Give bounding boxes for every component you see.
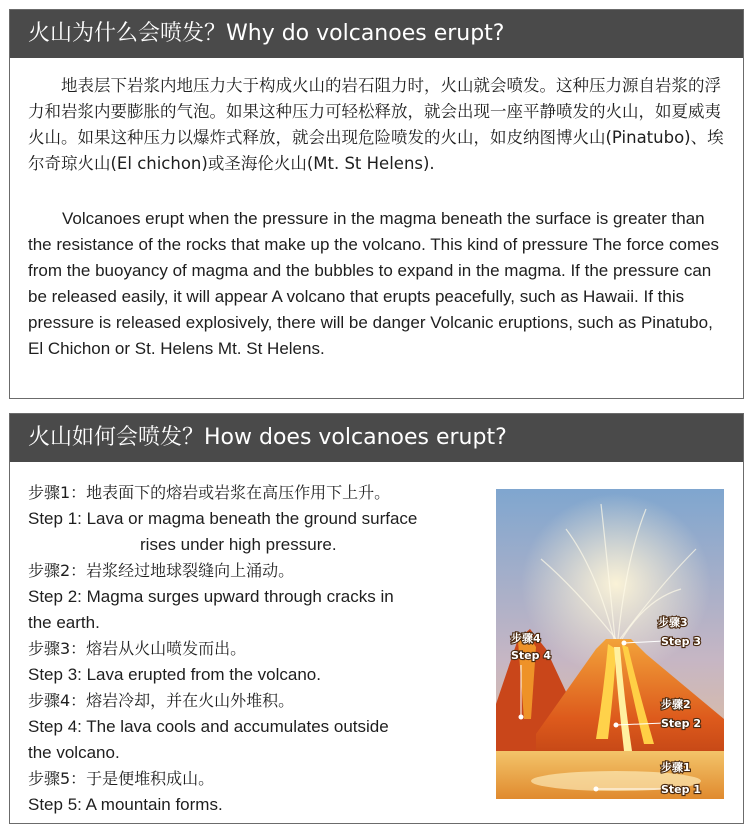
step-4-en-cont: the volcano. bbox=[28, 743, 120, 762]
paragraph-english: Volcanoes erupt when the pressure in the magma beneath the surface is greater than the resistance of the rocks that make up the volcano. This kind of pressure The force comes from the buoyancy of magma and the bubbles to expand in the magma. If the pressure can be released easily, it will appear A volcano that erupts peacefully, such as Hawaii. If this pressure is released explosively, there will be danger Volcanic eruptions, such as Pinatubo, El Chichon or St. Helens Mt. St Helens. bbox=[28, 209, 720, 358]
section-why-volcanoes-erupt bbox=[9, 9, 744, 399]
step-2-en-cont: the earth. bbox=[28, 613, 100, 632]
volcano-illustration bbox=[496, 489, 724, 799]
step-4-en: Step 4: The lava cools and accumulates outside bbox=[28, 717, 389, 736]
svg-text:步骤1: 步骤1 bbox=[661, 761, 691, 774]
step-1-zh: 步骤1：地表面下的熔岩或岩浆在高压作用下上升。 bbox=[28, 483, 391, 502]
paragraph-chinese: 地表层下岩浆内地压力大于构成火山的岩石阻力时，火山就会喷发。这种压力源自岩浆的浮力和岩浆内要膨胀的气泡。如果这种压力可轻松释放，就会出现一座平静喷发的火山，如夏威夷火山。如果这种压力以爆炸式释放，就会出现危险喷发的火山，如皮纳图博火山(Pinatubo)、埃尔奇琼火山(El chichon)或圣海伦火山(Mt. St Helens). bbox=[28, 76, 724, 173]
step-5-zh: 步骤5：于是便堆积成山。 bbox=[28, 769, 215, 788]
steps-list bbox=[28, 480, 498, 818]
section-how-volcanoes-erupt bbox=[9, 413, 744, 824]
svg-text:步骤3: 步骤3 bbox=[658, 616, 688, 629]
step-4-zh: 步骤4：熔岩冷却，并在火山外堆积。 bbox=[28, 691, 295, 710]
step-2-en: Step 2: Magma surges upward through cracks in bbox=[28, 587, 394, 606]
step-2-zh: 步骤2：岩浆经过地球裂缝向上涌动。 bbox=[28, 561, 295, 580]
section-title: 火山如何会喷发？How does volcanoes erupt? bbox=[10, 414, 743, 462]
step-1-en: Step 1: Lava or magma beneath the ground surface bbox=[28, 509, 418, 528]
svg-text:Step 4: Step 4 bbox=[511, 649, 551, 662]
svg-text:Step 1: Step 1 bbox=[661, 783, 701, 796]
section-title: 火山为什么会喷发？Why do volcanoes erupt? bbox=[10, 10, 743, 58]
svg-text:步骤4: 步骤4 bbox=[511, 632, 541, 645]
svg-text:Step 3: Step 3 bbox=[661, 635, 701, 648]
svg-text:步骤2: 步骤2 bbox=[661, 698, 691, 711]
svg-text:Step 2: Step 2 bbox=[661, 717, 701, 730]
step-5-en: Step 5: A mountain forms. bbox=[28, 795, 223, 814]
step-3-zh: 步骤3：熔岩从火山喷发而出。 bbox=[28, 639, 247, 658]
step-1-en-cont: rises under high pressure. bbox=[140, 535, 337, 554]
step-3-en: Step 3: Lava erupted from the volcano. bbox=[28, 665, 321, 684]
